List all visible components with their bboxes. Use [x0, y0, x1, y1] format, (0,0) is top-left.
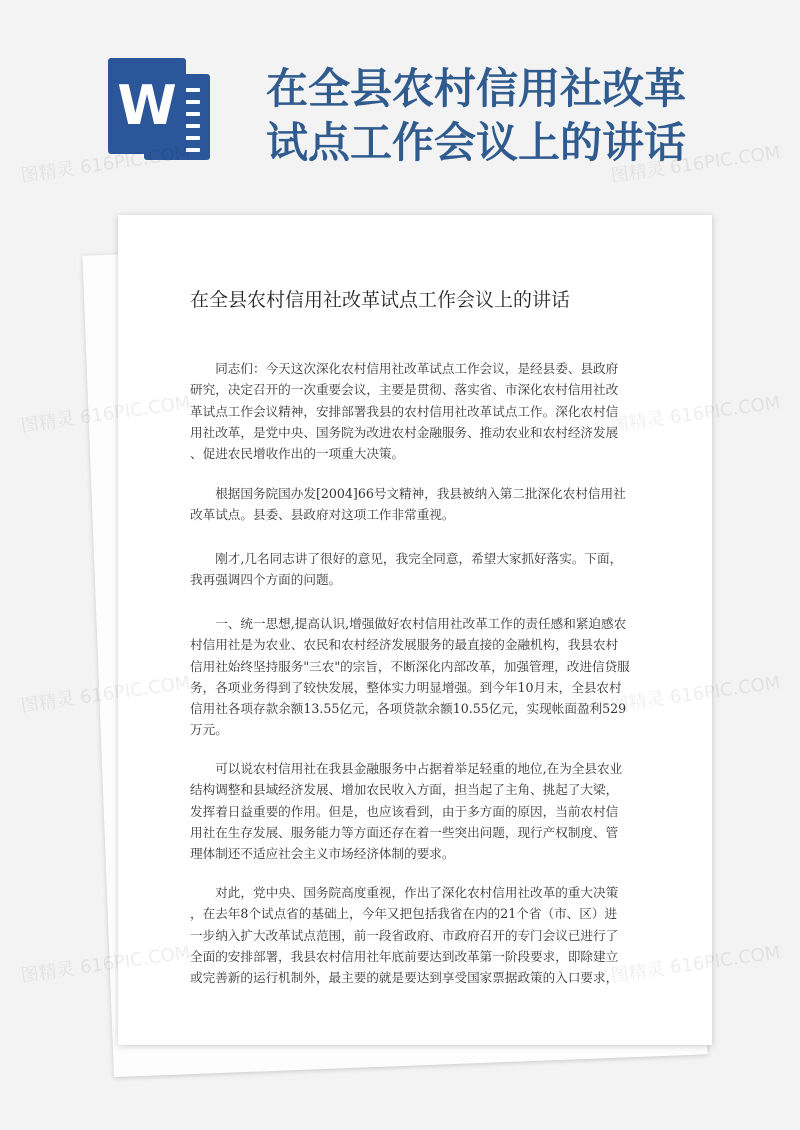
paragraph-line: ，在去年8个试点省的基础上，今年又把包括我省在内的21个省（市、区）进 [190, 906, 618, 922]
paragraph-line: 可以说农村信用社在我县金融服务中占据着举足轻重的地位,在为全县农业 [215, 761, 623, 776]
watermark: 图精灵 616PIC.COM [609, 142, 782, 187]
paragraph-line: 村信用社是为农业、农民和农村经济发展服务的最直接的金融机构，我县农村 [190, 637, 619, 653]
document-page [118, 215, 712, 1045]
paragraph-line: 发挥着日益重要的作用。但是，也应该看到，由于多方面的原因，当前农村信 [190, 803, 619, 819]
paragraph-line: 或完善新的运行机制外，最主要的就是要达到享受国家票据政策的入口要求， [190, 970, 619, 986]
paragraph-line: 信用社各项存款余额13.55亿元，各项贷款余额10.55亿元，实现帐面盈利529 [190, 701, 627, 717]
paragraph-line: 用社改革，是党中央、国务院为改进农村金融服务、推动农业和农村经济发展 [190, 424, 619, 440]
word-icon-letter: W [108, 58, 186, 154]
paragraph-line: 万元。 [190, 722, 228, 738]
watermark: 图精灵 616PIC.COM [19, 142, 192, 187]
watermark: 图精灵 616PIC.COM [609, 672, 782, 717]
paragraph-3 [190, 548, 634, 591]
paragraph-line: 务，各项业务得到了较快发展，整体实力明显增强。到今年10月末，全县农村 [190, 679, 622, 695]
page-title-line-1: 在全县农村信用社改革 [266, 64, 687, 113]
paragraph-line: 信用社始终坚持服务"三农"的宗旨，不断深化内部改革，加强管理，改进信贷服 [190, 658, 630, 674]
paragraph-line: 改革试点。县委、县政府对这项工作非常重视。 [190, 507, 455, 523]
paragraph-line: 理体制还不适应社会主义市场经济体制的要求。 [190, 846, 455, 862]
paragraph-line: 结构调整和县域经济发展、增加农民收入方面，担当起了主角、挑起了大梁， [190, 782, 619, 798]
paragraph-line: 一、统一思想,提高认识,增强做好农村信用社改革工作的责任感和紧迫感农 [215, 616, 627, 631]
watermark: 图精灵 616PIC.COM [609, 942, 782, 987]
paragraph-line: 对此，党中央、国务院高度重视，作出了深化农村信用社改革的重大决策 [215, 885, 619, 900]
paragraph-line: 全面的安排部署，我县农村信用社年底前要达到改革第一阶段要求，即除建立 [190, 948, 619, 964]
paragraph-line: 、促进农民增收作出的一项重大决策。 [190, 446, 405, 462]
paragraph-1 [190, 358, 634, 464]
watermark: 图精灵 616PIC.COM [19, 672, 192, 717]
paragraph-line: 同志们：今天这次深化农村信用社改革试点工作会议，是经县委、县政府 [215, 361, 619, 376]
paragraph-line: 一步纳入扩大改革试点范围，前一段省政府、市政府召开的专门会议已进行了 [190, 927, 619, 943]
watermark: 图精灵 616PIC.COM [19, 942, 192, 987]
paragraph-line: 用社在生存发展、服务能力等方面还存在着一些突出问题，现行产权制度、管 [190, 824, 619, 840]
paragraph-4 [190, 613, 634, 741]
watermark: 图精灵 616PIC.COM [609, 392, 782, 437]
paragraph-line: 刚才,几名同志讲了很好的意见，我完全同意，希望大家抓好落实。下面， [215, 551, 623, 566]
paragraph-2 [190, 483, 634, 526]
paragraph-6 [190, 882, 634, 988]
paragraph-line: 根据国务院国办发[2004]66号文精神，我县被纳入第二批深化农村信用社 [215, 486, 626, 501]
paragraph-line: 革试点工作会议精神，安排部署我县的农村信用社改革试点工作。深化农村信 [190, 403, 619, 419]
page-title-line-2: 试点工作会议上的讲话 [266, 118, 687, 167]
paragraph-line: 研究，决定召开的一次重要会议，主要是贯彻、落实省、市深化农村信用社改 [190, 382, 619, 398]
paragraph-5 [190, 758, 634, 864]
paragraph-line: 我再强调四个方面的问题。 [190, 572, 342, 588]
document-title: 在全县农村信用社改革试点工作会议上的讲话 [190, 289, 571, 311]
watermark: 图精灵 616PIC.COM [19, 392, 192, 437]
